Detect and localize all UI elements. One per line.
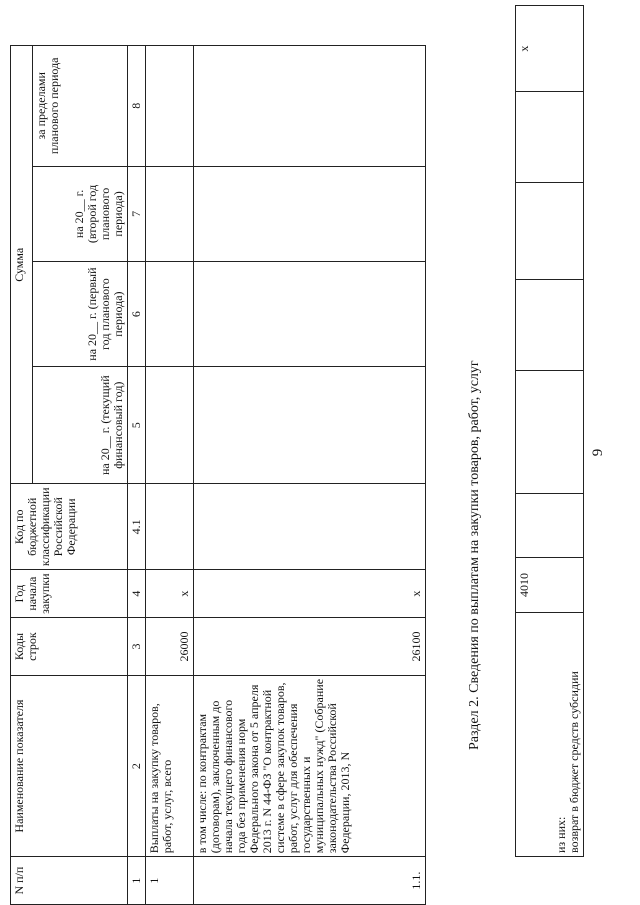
header-name: Наименование показателя <box>11 675 128 856</box>
row-current <box>194 366 426 484</box>
empty-cell <box>516 493 584 557</box>
header-sum: Сумма <box>11 46 33 484</box>
row-second <box>146 166 194 262</box>
row-code: 26100 <box>194 618 426 676</box>
row-code: 26000 <box>146 618 194 676</box>
row-current <box>146 366 194 484</box>
col-number: 7 <box>128 166 146 262</box>
col-number: 6 <box>128 262 146 367</box>
subsidy-return-beyond-value: x <box>516 6 584 92</box>
row-name: Выплаты на закупку товаров, работ, услуг, всего <box>146 675 194 856</box>
row-kbk <box>146 484 194 570</box>
header-second: на 20__ г. (второй год планового периода) <box>33 166 128 262</box>
subsidy-return-label <box>516 613 584 857</box>
col-number: 2 <box>128 675 146 856</box>
page-number: 9 <box>590 448 606 457</box>
row-kbk <box>194 484 426 570</box>
row-first <box>194 262 426 367</box>
header-n: N п/п <box>11 857 128 905</box>
empty-cell <box>516 280 584 370</box>
income-table-tail <box>515 5 584 857</box>
row-n: 1 <box>146 857 194 905</box>
purchases-table <box>10 45 426 905</box>
row-year: x <box>146 570 194 618</box>
col-number: 8 <box>128 46 146 167</box>
row-second <box>194 166 426 262</box>
empty-cell <box>516 182 584 280</box>
table-row <box>146 46 194 905</box>
empty-cell <box>516 370 584 493</box>
section-title: Раздел 2. Сведения по выплатам на закупки товаров, работ, услуг <box>467 360 482 750</box>
header-year: Год начала закупки <box>11 570 128 618</box>
from-them-label: из них: <box>554 816 568 853</box>
row-beyond <box>194 46 426 167</box>
col-number: 4.1 <box>128 484 146 570</box>
table-row <box>194 46 426 905</box>
col-number: 1 <box>128 857 146 905</box>
col-number: 4 <box>128 570 146 618</box>
row-year: x <box>194 570 426 618</box>
header-code: Коды строк <box>11 618 128 676</box>
subsidy-return-text: возврат в бюджет средств субсидии <box>567 671 581 853</box>
row-n: 1.1. <box>194 857 426 905</box>
header-current: на 20__ г. (текущий финансовый год) <box>33 366 128 484</box>
row-name: в том числе: по контрактам (договорам), заключенным до начала текущего финансового года без применения норм Федерального закона от 5 апреля 2013 г. N 44-ФЗ "О контрактной системе в сфере закупок товаров, работ, услуг для обеспечения государственных и муниципальных нужд" (Собрание законодательства Российской Федерации, 2013, N <box>194 675 426 856</box>
header-first: на 20__ г. (первый год планового периода) <box>33 262 128 367</box>
row-beyond <box>146 46 194 167</box>
header-beyond: за пределами планового периода <box>33 46 128 167</box>
subsidy-return-code: 4010 <box>516 557 584 612</box>
empty-cell <box>516 92 584 182</box>
col-number: 5 <box>128 366 146 484</box>
header-kbk: Код по бюджетной классификации Российской Федерации <box>11 484 128 570</box>
row-first <box>146 262 194 367</box>
col-number: 3 <box>128 618 146 676</box>
